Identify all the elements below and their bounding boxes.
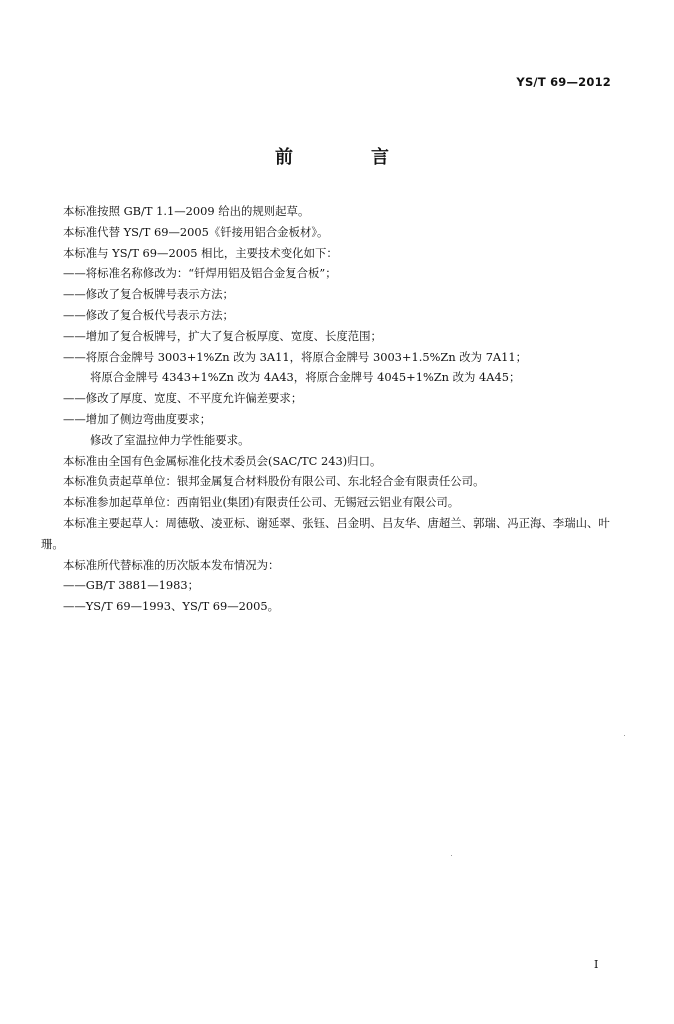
list-item-continuation: 修改了室温拉伸力学性能要求。 — [90, 432, 250, 447]
scan-speck — [451, 855, 452, 856]
list-item-continuation: 将原合金牌号 4343+1%Zn 改为 4A43，将原合金牌号 4045+1%Zn 改为 4A45； — [90, 370, 521, 385]
foreword-body — [41, 201, 621, 617]
list-item: ——YS/T 69—1993、YS/T 69—2005。 — [63, 599, 280, 614]
standard-code: YS/T 69—2012 — [516, 75, 611, 89]
list-item: ——增加了侧边弯曲度要求； — [63, 411, 212, 426]
list-item: ——将标准名称修改为：“钎焊用铝及铝合金复合板”； — [63, 266, 337, 281]
paragraph: 本标准代替 YS/T 69—2005《钎接用铝合金板材》。 — [63, 224, 329, 239]
paragraph: 本标准与 YS/T 69—2005 相比，主要技术变化如下： — [63, 245, 338, 260]
page-number: I — [594, 958, 599, 971]
list-item: ——增加了复合板牌号，扩大了复合板厚度、宽度、长度范围； — [63, 328, 382, 343]
paragraph: 本标准所代替标准的历次版本发布情况为： — [63, 557, 280, 572]
list-item: ——修改了复合板代号表示方法； — [63, 307, 234, 322]
paragraph: 本标准主要起草人：周德敬、凌亚标、谢延翠、张钰、吕金明、吕友华、唐超兰、郭瑞、冯正海、李瑞山、叶珊。 — [41, 515, 610, 551]
page-title: 前 言 — [275, 147, 419, 168]
paragraph: 本标准参加起草单位：西南铝业(集团)有限责任公司、无锡冠云铝业有限公司。 — [63, 495, 460, 510]
paragraph: 本标准负责起草单位：银邦金属复合材料股份有限公司、东北轻合金有限责任公司。 — [63, 474, 485, 489]
list-item: ——修改了复合板牌号表示方法； — [63, 287, 234, 302]
paragraph: 本标准由全国有色金属标准化技术委员会(SAC/TC 243)归口。 — [63, 453, 382, 468]
list-item: ——GB/T 3881—1983； — [63, 578, 200, 593]
scan-speck — [624, 735, 625, 736]
paragraph: 本标准按照 GB/T 1.1—2009 给出的规则起草。 — [63, 204, 310, 218]
list-item: ——修改了厚度、宽度、不平度允许偏差要求； — [63, 391, 303, 406]
list-item: ——将原合金牌号 3003+1%Zn 改为 3A11，将原合金牌号 3003+1.5%Zn 改为 7A11； — [63, 349, 528, 364]
